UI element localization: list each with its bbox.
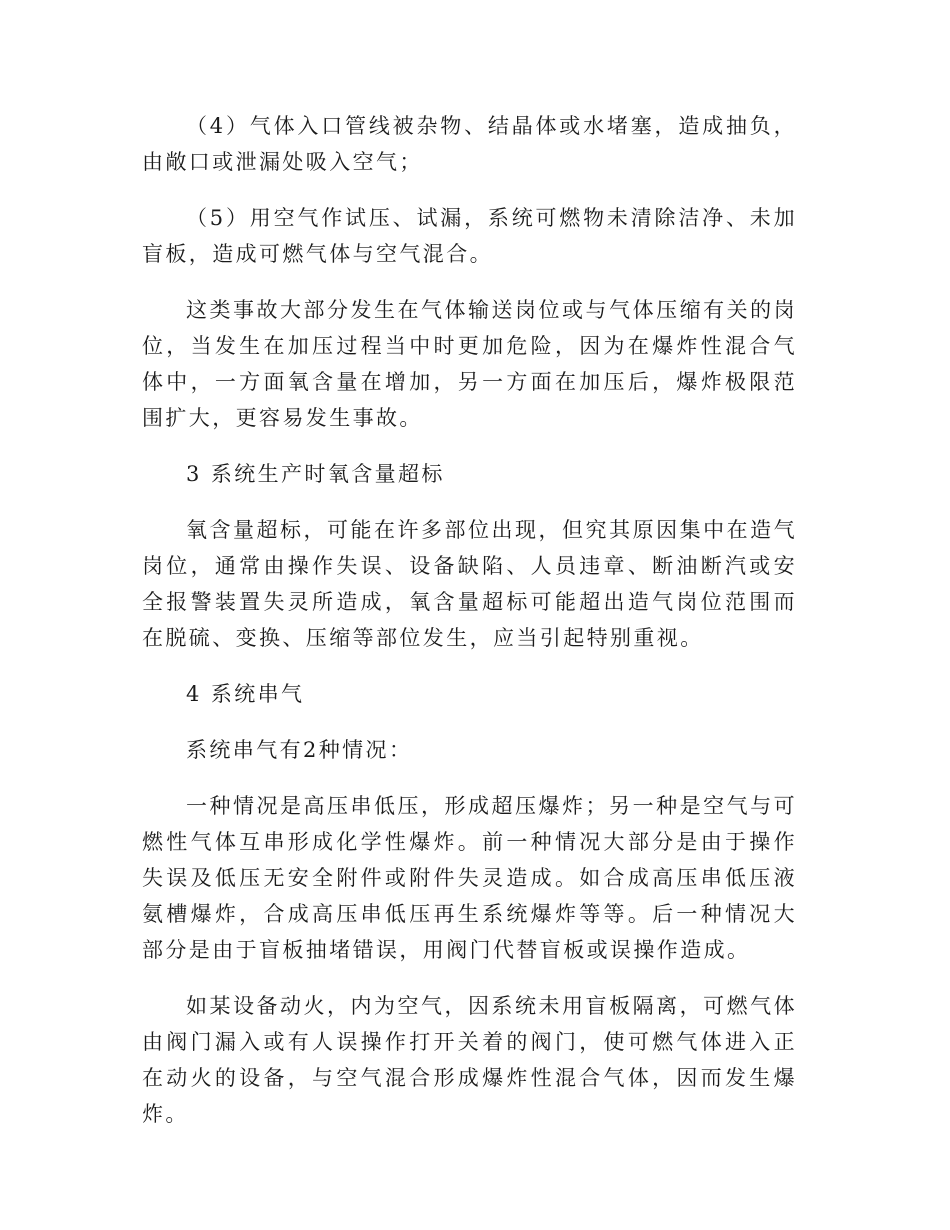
document-body [142, 108, 797, 1152]
body-paragraph: 系统串气有2种情况： [186, 738, 413, 762]
body-paragraph: 这类事故大部分发生在气体输送岗位或与气体压缩有关的岗位，当发生在加压过程当中时更加危险，因为在爆炸性混合气体中，一方面氧含量在增加，另一方面在加压后，爆炸极限范围扩大，更容易发生事故。 [142, 298, 797, 430]
list-item-4: （4）气体入口管线被杂物、结晶体或水堵塞，造成抽负，由敞口或泄漏处吸入空气； [142, 114, 797, 174]
section-heading-4: 4 系统串气 [186, 682, 305, 706]
section-heading-3: 3 系统生产时氧含量超标 [186, 462, 445, 486]
body-paragraph: 如某设备动火，内为空气，因系统未用盲板隔离，可燃气体由阀门漏入或有人误操作打开关着的阀门，使可燃气体进入正在动火的设备，与空气混合形成爆炸性混合气体，因而发生爆炸。 [142, 994, 797, 1126]
body-paragraph: 氧含量超标，可能在许多部位出现，但究其原因集中在造气岗位，通常由操作失误、设备缺陷、人员违章、断油断汽或安全报警装置失灵所造成，氧含量超标可能超出造气岗位范围而在脱硫、变换、压缩等部位发生，应当引起特别重视。 [142, 518, 797, 650]
list-item-5: （5）用空气作试压、试漏，系统可燃物未清除洁净、未加盲板，造成可燃气体与空气混合。 [142, 206, 797, 266]
body-paragraph: 一种情况是高压串低压，形成超压爆炸；另一种是空气与可燃性气体互串形成化学性爆炸。前一种情况大部分是由于操作失误及低压无安全附件或附件失灵造成。如合成高压串低压液氨槽爆炸，合成高压串低压再生系统爆炸等等。后一种情况大部分是由于盲板抽堵错误，用阀门代替盲板或误操作造成。 [142, 794, 797, 962]
